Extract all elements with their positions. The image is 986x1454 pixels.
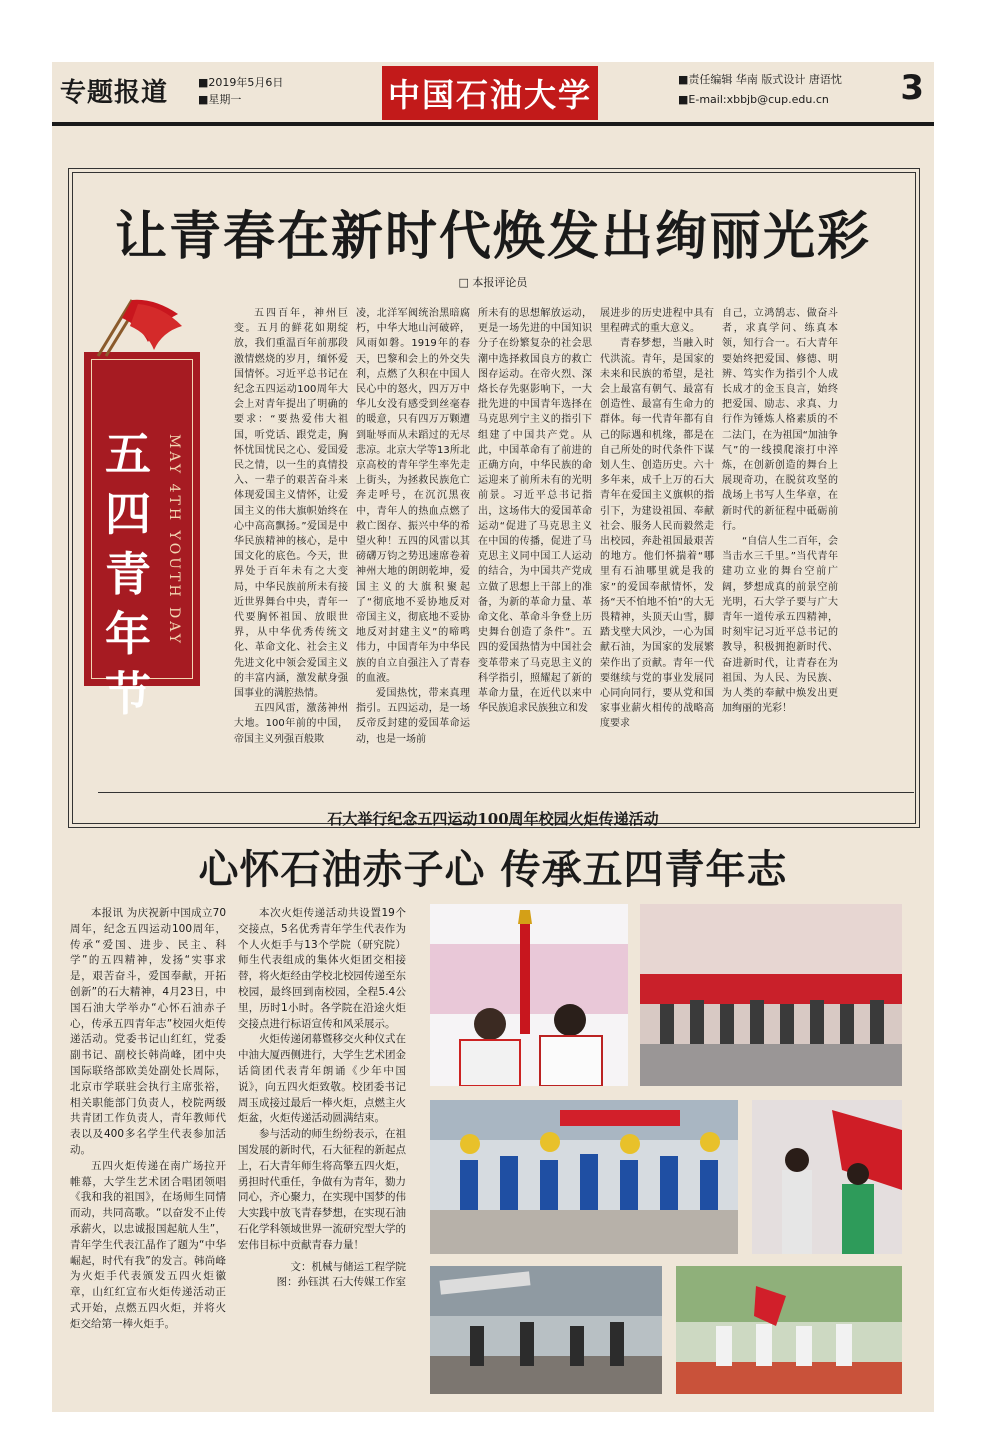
news-author-credit: 文：机械与储运工程学院 — [290, 1260, 406, 1273]
editor-info — [678, 70, 842, 110]
news-column-1: 本报讯 为庆祝新中国成立70周年，纪念五四运动100周年，传承“爱国、进步、民主、科学”的五四精神，发扬“实事求是，艰苦奋斗，爱国奉献，开拓创新”的石大精神，4月23日，中国石油大学举办“心怀石油赤子心，传承五四青年志”校园火炬传递活动。党委书记山红红，党委副书记、副校长韩尚峰，团中央国际联络部欧美处副处长周际，北京市学联驻会执行主席张裕，相关职能部门负责人，校院两级共青团工作负责人，青年教师代表以及400多名学生代表参加活动。 五四火炬传递在南广场拉开帷幕，大学生艺术团合唱团领唱《我和我的祖国》，在场师生同情而动，共同高歌。“以奋发不止传承薪火，以忠诚报国起航人生”，青年学生代表江晶作了题为“中华崛起，时代有我”的发言。韩尚峰为火炬手代表颁发五四火炬徽章，山红红宣布火炬传递活动正式开始，点燃五四火炬，并将火炬交给第一棒火炬手。 — [70, 907, 226, 1330]
editorial-column-4: 展进步的历史进程中具有里程碑式的重大意义。 青春梦想，当融入时代洪流。青年，是国家的未来和民族的希望，是社会上最富有朝气、最富有创造性、最富有生命力的群体。每一代青年都有自己的际遇和机缘，都是在自己所处的时代条件下谋划人生、创造历史。六十多年来，成千上万的石大青年在爱国主义旗帜的指引下，为建设祖国、奉献社会、服务人民而毅然走出校园，奔赴祖国最艰苦的地方。他们怀揣着“哪里有石油哪里就是我的家”的爱国奉献情怀，发扬“天不怕地不怕”的大无畏精神，头顶天山雪，脚踏戈壁大风沙，一心为国献石油，为国家的发展繁荣作出了贡献。青年一代要继续与党的事业发展同心同向同行，要从党和国家事业薪火相传的战略高度要求 — [600, 308, 714, 730]
news-column-2: 本次火炬传递活动共设置19个交接点，5名优秀青年学生代表作为个人火炬手与13个学院（研究院）师生代表组成的集体火炬团交相接替，将火炬经由学校北校园传递至东校园，最终回到南校园，全程5.4公里，历时1小时。各学院在沿途火炬交接点进行标语宣传和风采展示。 火炬传递闭幕暨移交火种仪式在中油大厦西侧进行，大学生艺术团金话筒团代表青年朗诵《少年中国说》，向五四火炬致敬。校团委书记周玉成接过最后一棒火炬，点燃主火炬盆，火炬传递活动圆满结束。 参与活动的师生纷纷表示，在祖国发展的新时代，石大征程的新起点上，石大青年师生将高擎五四火炬，勇担时代重任，争做有为青年，勠力同心，齐心聚力，在实现中国梦的伟大实践中放飞青春梦想，在实现石油石化学科领域世界一流研究型大学的宏伟目标中贡献青春力量！ 文：机械与储运工程学院 图：孙钰淇 石大传媒工作室 — [238, 906, 406, 1394]
youth-day-banner — [84, 352, 200, 721]
banner-title-cn: 五四青年节 — [105, 427, 151, 721]
editorial-byline: □ 本报评论员 — [458, 276, 528, 289]
editorial-column-1: 五四百年，神州巨变。五月的鲜花如期绽放，我们重温百年前那段激情燃烧的岁月，缅怀爱国情怀。习近平总书记在纪念五四运动100周年大会上对青年提出了明确的要求：“要热爱伟大祖国，听党话、跟党走，胸怀忧国忧民之心、爱国爱民之情，以一生的真情投入、一辈子的艰苦奋斗来体现爱国主义情怀，让爱国主义的伟大旗帜始终在心中高高飘扬。”爱国是中华民族精神的核心，是中国文化的底色。今天，世界处于百年未有之大变局，中华民族前所未有接近世界舞台中央，青年一代要胸怀祖国、放眼世界，从中华优秀传统文化、革命文化、社会主义先进文化中领会爱国主义的丰富内涵，激发献身强国事业的满腔热情。 五四风雷，激荡神州大地。100年前的中国，帝国主义列强百般欺 — [234, 308, 348, 745]
photo-students-steps — [430, 1100, 738, 1254]
issue-weekday: ■星期一 — [198, 93, 242, 106]
editor-credits: ■责任编辑 华南 版式设计 唐语忱 — [678, 73, 842, 86]
banner-title-en: MAY 4TH YOUTH DAY — [166, 434, 182, 646]
photo-torch-handover — [430, 904, 628, 1086]
editorial-column-2: 凌，北洋军阀统治黑暗腐朽，中华大地山河破碎，风雨如磐。1919年的春天，巴黎和会上的外交失利，点燃了久积在中国人民心中的怒火，四万万中华儿女没有感受到丝毫春的暖意，只有四万万颗遭到耻辱而从未蹈过的无尽悲凉。北京大学等13所北京高校的青年学生率先走上街头，为拯救民族危亡奔走呼号，在沉沉黑夜中，青年人的热血点燃了救亡图存、振兴中华的希望火种！五四的风雷以其磅礴万钧之势迅速席卷着神州大地的朗朗乾坤，爱国主义的大旗积聚起了“彻底地不妥协地反对帝国主义，彻底地不妥协地反对封建主义”的啼鸣伟力，中国青年为中华民族的自立自强注入了青春的血液。 爱国热忱，带来真理指引。五四运动，是一场反帝反封建的爱国革命运动，也是一场前 — [356, 308, 470, 745]
page-number: 3 — [900, 68, 924, 108]
masthead-logo: 中国石油大学 — [382, 66, 598, 120]
section-divider — [98, 792, 914, 793]
photo-flag-bearers — [752, 1100, 902, 1254]
news-title: 心怀石油赤子心 传承五四青年志 — [198, 846, 788, 893]
header-rule — [52, 122, 934, 126]
red-flag-icon — [92, 296, 184, 358]
newspaper-page — [52, 62, 934, 1412]
photo-stage-ceremony — [640, 904, 902, 1086]
editorial-column-3: 所未有的思想解放运动，更是一场先进的中国知识分子在纷繁复杂的社会思潮中选择救国良方的救亡图存运动。在帝火烈、深烙长存先驱影响下，一大批先进的中国青年选择在马克思列宁主义的指引下组建了中国共产党。从此，中国革命有了前进的正确方向，中华民族的命运迎来了前所未有的光明前景。习近平总书记指出，这场伟大的爱国革命运动“促进了马克思主义在中国的传播，促进了马克思主义同中国工人运动的结合，为中国共产党成立做了思想上干部上的准备，为新的革命力量、革命文化、革命斗争登上历史舞台创造了条件”。五四的爱国热情为中国社会变革带来了马克思主义的科学指引，照耀起了新的革命力量，在近代以来中华民族追求民族独立和发 — [478, 308, 592, 715]
editorial-headline: 让青春在新时代焕发出绚丽光彩 — [114, 207, 871, 267]
photo-torch-outdoors — [676, 1266, 902, 1394]
editorial-column-5: 自己，立鸿鹄志、做奋斗者，求真学问、练真本领，知行合一。石大青年要始终把爱国、修德、明辨、笃实作为指引个人成长成才的金玉良言，始终把爱国、励志、求真、力行作为锤炼人格素质的不二法门，在为祖国“加油争气”的一线摸爬滚打中淬炼，在创新创造的舞台上展现奇功，在脱贫攻坚的战场上书写人生华章，在新时代的新征程中砥砺前行。 “自信人生二百年，会当击水三千里。”当代青年建功立业的舞台空前广阔，梦想成真的前景空前光明，石大学子要与广大青年一道传承五四精神，时刻牢记习近平总书记的教导，积极拥抱新时代、奋进新时代，让青春在为祖国、为人民、为民族、为人类的奉献中焕发出更加绚丽的光彩！ — [722, 308, 838, 715]
news-subheading: 石大举行纪念五四运动100周年校园火炬传递活动 — [327, 810, 659, 828]
editor-email: ■E-mail:xbbjb@cup.edu.cn — [678, 93, 829, 106]
section-title: 专题报道 — [60, 78, 169, 108]
issue-date: ■2019年5月6日 — [198, 76, 284, 89]
photo-torch-run — [430, 1266, 662, 1394]
news-photo-credit: 图：孙钰淇 石大传媒工作室 — [276, 1276, 406, 1289]
issue-date-block — [198, 74, 283, 108]
